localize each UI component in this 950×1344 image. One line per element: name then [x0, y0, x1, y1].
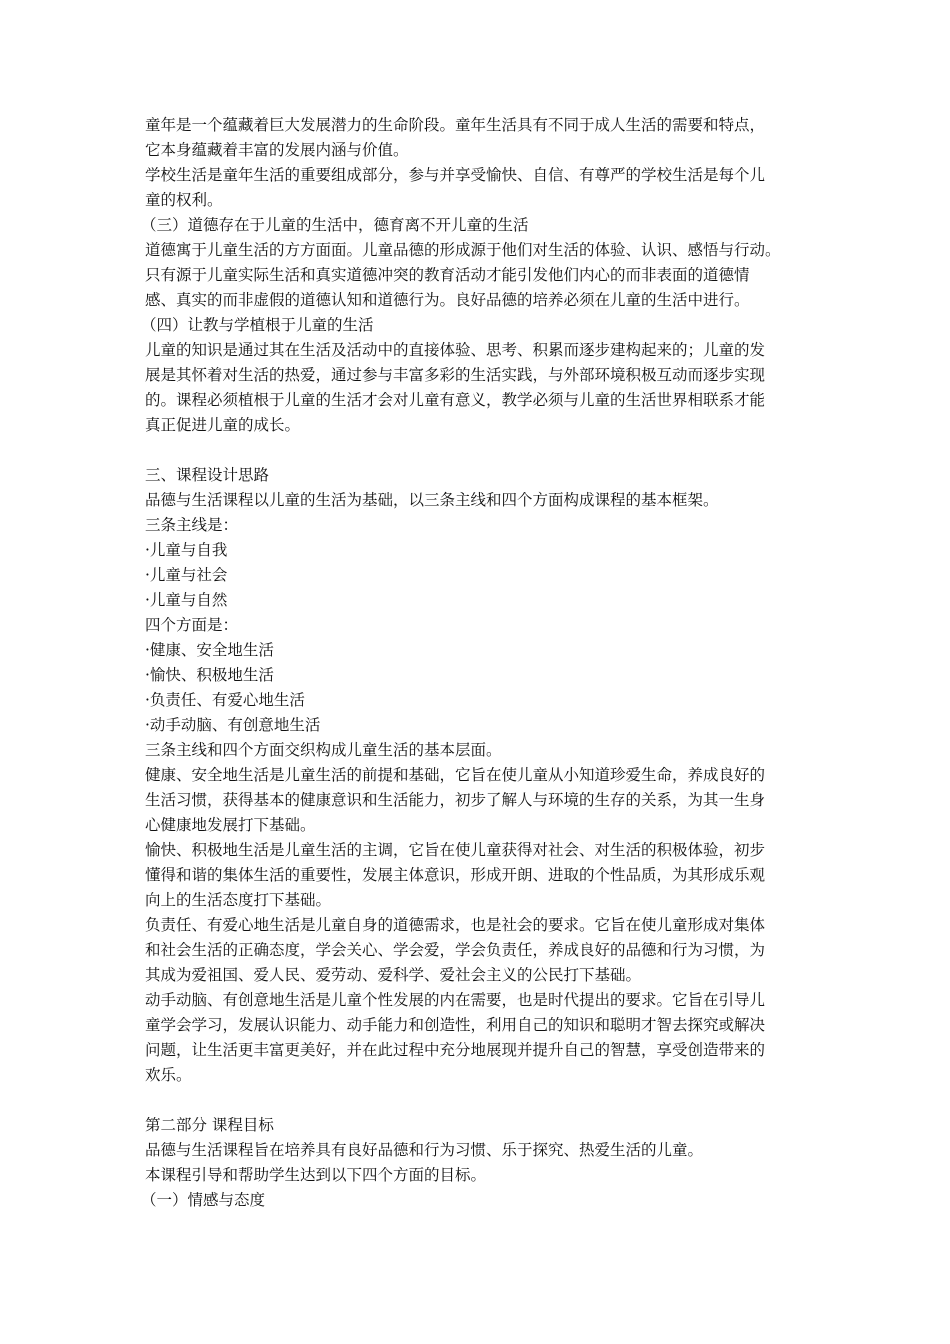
blank-line: [145, 1088, 815, 1113]
text-line: 愉快、积极地生活是儿童生活的主调，它旨在使儿童获得对社会、对生活的积极体验，初步: [145, 841, 766, 859]
text-line: 三条主线是：: [145, 516, 239, 534]
text-line: 四个方面是：: [145, 616, 239, 634]
text-line: 生活习惯，获得基本的健康意识和生活能力，初步了解人与环境的生存的关系，为其一生身: [145, 791, 766, 809]
text-line: 只有源于儿童实际生活和真实道德冲突的教育活动才能引发他们内心的而非表面的道德情: [145, 266, 750, 284]
document-page: [141, 113, 815, 1213]
section-heading: （三）道德存在于儿童的生活中，德育离不开儿童的生活: [141, 216, 529, 234]
section-heading: 三、课程设计思路: [145, 466, 270, 484]
text-line: 道德寓于儿童生活的方方面面。儿童品德的形成源于他们对生活的体验、认识、感悟与行动。: [145, 241, 781, 259]
text-line: 的。课程必须植根于儿童的生活才会对儿童有意义，教学必须与儿童的生活世界相联系才能: [145, 391, 766, 409]
section-heading: （一）情感与态度: [141, 1191, 266, 1209]
text-line: 和社会生活的正确态度，学会关心、学会爱，学会负责任，养成良好的品德和行为习惯，为: [145, 941, 766, 959]
text-line: 儿童的知识是通过其在生活及活动中的直接体验、思考、积累而逐步建构起来的；儿童的发: [145, 341, 766, 359]
text-line: 童学会学习，发展认识能力、动手能力和创造性，利用自己的知识和聪明才智去探究或解决: [145, 1016, 766, 1034]
text-line: 学校生活是童年生活的重要组成部分，参与并享受愉快、自信、有尊严的学校生活是每个儿: [145, 166, 766, 184]
text-line: 真正促进儿童的成长。: [145, 416, 301, 434]
list-item: ·健康、安全地生活: [145, 641, 274, 659]
text-line: 欢乐。: [145, 1066, 192, 1084]
text-line: 展是其怀着对生活的热爱，通过参与丰富多彩的生活实践，与外部环境积极互动而逐步实现: [145, 366, 766, 384]
text-line: 本课程引导和帮助学生达到以下四个方面的目标。: [145, 1166, 487, 1184]
text-line: 健康、安全地生活是儿童生活的前提和基础，它旨在使儿童从小知道珍爱生命，养成良好的: [145, 766, 766, 784]
list-item: ·儿童与自我: [145, 541, 228, 559]
text-line: 童年是一个蕴藏着巨大发展潜力的生命阶段。童年生活具有不同于成人生活的需要和特点，: [145, 116, 766, 134]
text-line: 动手动脑、有创意地生活是儿童个性发展的内在需要，也是时代提出的要求。它旨在引导儿: [145, 991, 766, 1009]
text-line: 童的权利。: [145, 191, 223, 209]
part-heading: 第二部分 课程目标: [145, 1116, 274, 1134]
list-item: ·负责任、有爱心地生活: [145, 691, 305, 709]
text-line: 负责任、有爱心地生活是儿童自身的道德需求，也是社会的要求。它旨在使儿童形成对集体: [145, 916, 766, 934]
text-line: 品德与生活课程以儿童的生活为基础，以三条主线和四个方面构成课程的基本框架。: [145, 491, 719, 509]
list-item: ·儿童与社会: [145, 566, 228, 584]
text-line: 品德与生活课程旨在培养具有良好品德和行为习惯、乐于探究、热爱生活的儿童。: [145, 1141, 704, 1159]
list-item: ·动手动脑、有创意地生活: [145, 716, 321, 734]
text-line: 三条主线和四个方面交织构成儿童生活的基本层面。: [145, 741, 502, 759]
text-line: 向上的生活态度打下基础。: [145, 891, 332, 909]
text-line: 心健康地发展打下基础。: [145, 816, 316, 834]
list-item: ·愉快、积极地生活: [145, 666, 274, 684]
list-item: ·儿童与自然: [145, 591, 228, 609]
text-line: 其成为爱祖国、爱人民、爱劳动、爱科学、爱社会主义的公民打下基础。: [145, 966, 642, 984]
text-line: 它本身蕴藏着丰富的发展内涵与价值。: [145, 141, 409, 159]
blank-line: [145, 438, 815, 463]
text-line: 懂得和谐的集体生活的重要性，发展主体意识，形成开朗、进取的个性品质，为其形成乐观: [145, 866, 766, 884]
section-heading: （四）让教与学植根于儿童的生活: [141, 316, 374, 334]
text-line: 感、真实的而非虚假的道德认知和道德行为。良好品德的培养必须在儿童的生活中进行。: [145, 291, 750, 309]
text-line: 问题，让生活更丰富更美好，并在此过程中充分地展现并提升自己的智慧，享受创造带来的: [145, 1041, 766, 1059]
